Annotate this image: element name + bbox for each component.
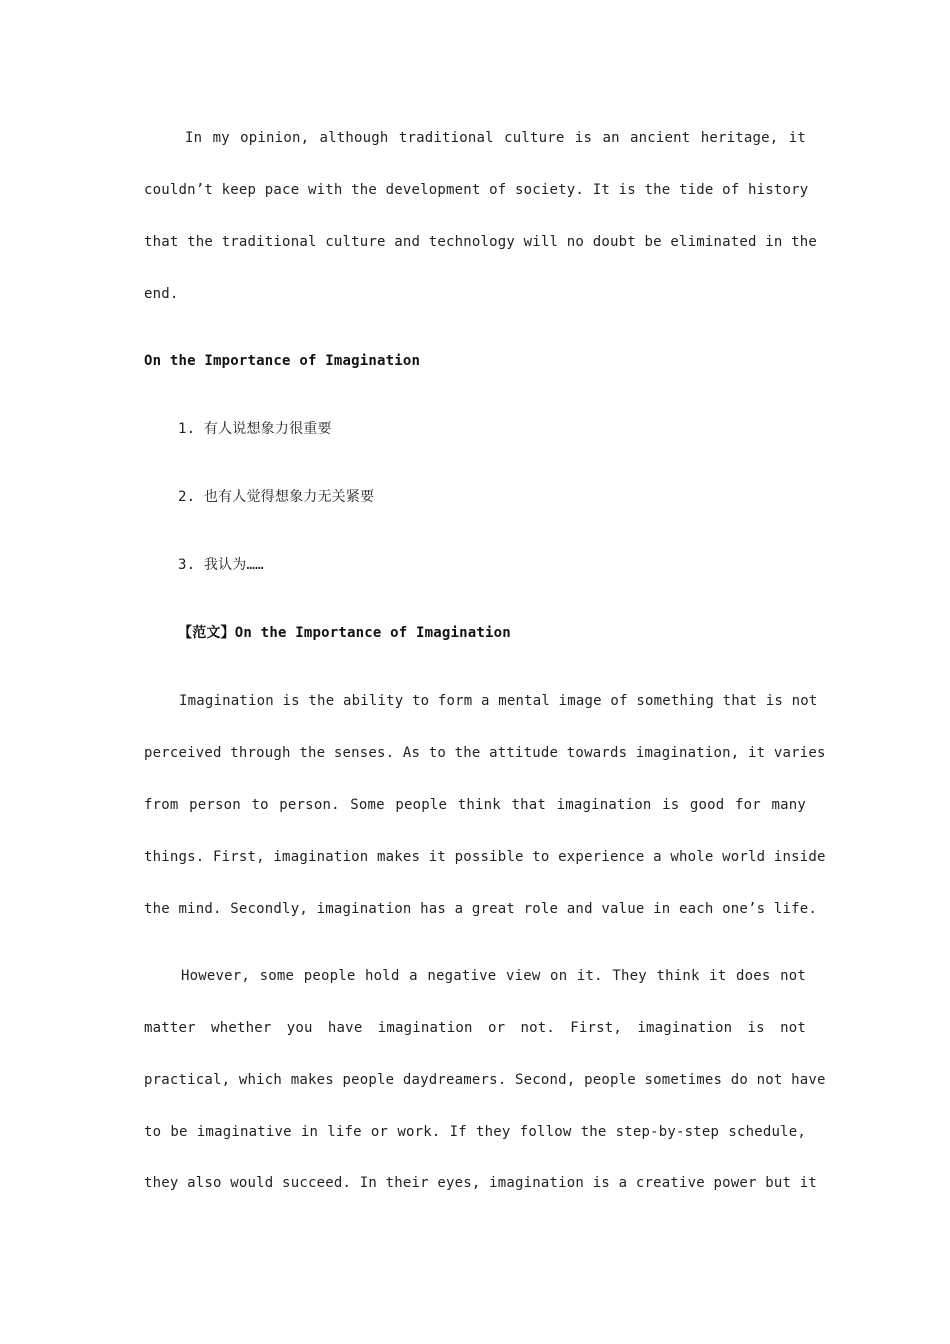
paragraph-line: In my opinion, although traditional culture is an ancient heritage, it: [185, 130, 806, 146]
paragraph-line: Imagination is the ability to form a mental image of something that is not: [179, 693, 818, 709]
outline-item: 2. 也有人觉得想象力无关紧要: [178, 489, 375, 505]
paragraph-line: However, some people hold a negative view on it. They think it does not: [181, 968, 806, 984]
paragraph-line: end.: [144, 286, 179, 302]
paragraph-line: that the traditional culture and technology will no doubt be eliminated in the: [144, 234, 818, 250]
essay-title: On the Importance of Imagination: [144, 353, 421, 369]
paragraph-line: perceived through the senses. As to the attitude towards imagination, it varies: [144, 745, 826, 761]
paragraph-line: they also would succeed. In their eyes, imagination is a creative power but it: [144, 1175, 818, 1191]
paragraph-line: practical, which makes people daydreamers. Second, people sometimes do not have: [144, 1072, 826, 1088]
paragraph-line: the mind. Secondly, imagination has a great role and value in each one’s life.: [144, 901, 818, 917]
document-page: [144, 0, 826, 1344]
paragraph-line: things. First, imagination makes it possible to experience a whole world inside: [144, 849, 826, 865]
outline-item: 3. 我认为……: [178, 557, 264, 573]
paragraph-line: to be imaginative in life or work. If they follow the step-by-step schedule,: [144, 1124, 806, 1140]
outline-item: 1. 有人说想象力很重要: [178, 421, 332, 437]
paragraph-line: matter whether you have imagination or not. First, imagination is not: [144, 1020, 806, 1036]
paragraph-line: from person to person. Some people think that imagination is good for many: [144, 797, 806, 813]
paragraph-line: couldn’t keep pace with the development of society. It is the tide of history: [144, 182, 809, 198]
sample-essay-title: 【范文】On the Importance of Imagination: [178, 625, 511, 641]
